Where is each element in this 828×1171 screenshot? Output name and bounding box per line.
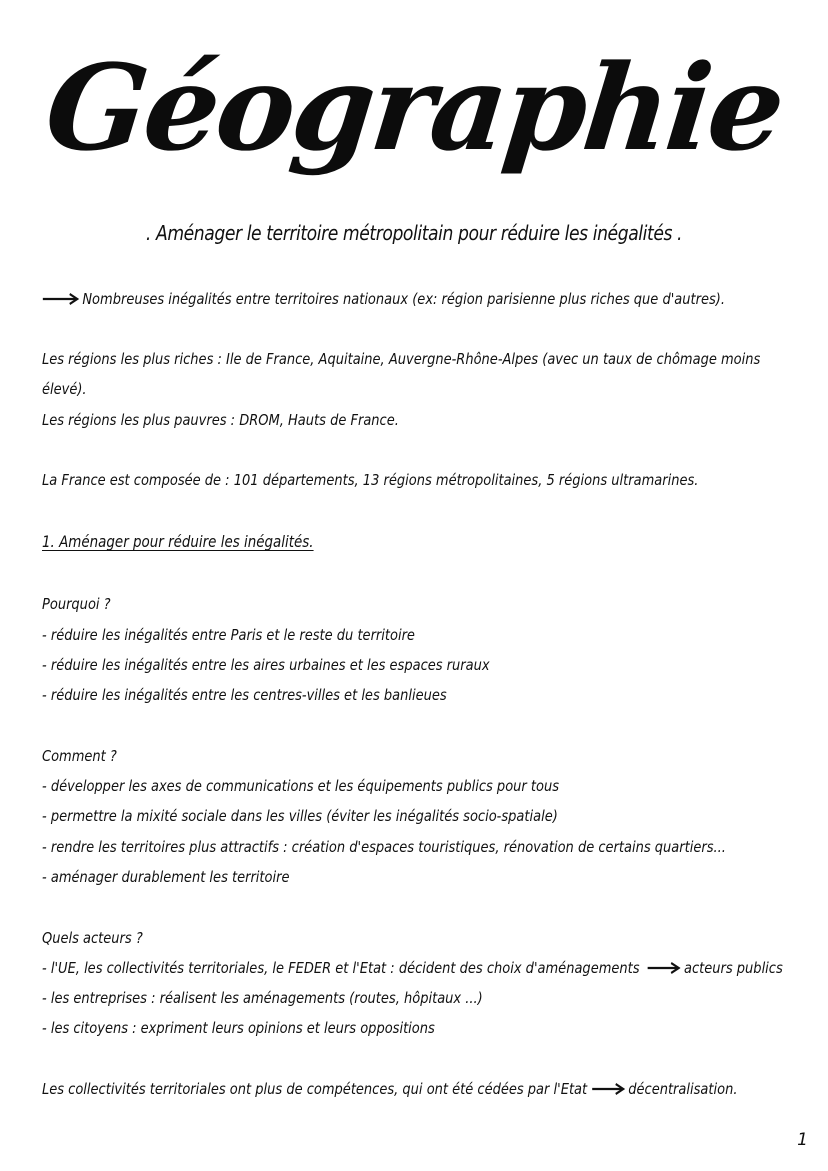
acteurs-item-1-result: acteurs publics xyxy=(684,959,783,977)
pauvres-line: Les régions les plus pauvres : DROM, Hauts de France. xyxy=(42,411,399,429)
list-item: - aménager durablement les territoire xyxy=(42,868,290,886)
arrow-icon xyxy=(591,1083,625,1095)
riches-line-2: élevé). xyxy=(42,380,87,398)
arrow-icon xyxy=(42,293,79,305)
acteurs-item-1 xyxy=(42,957,783,979)
list-item: - les citoyens : expriment leurs opinions et leurs oppositions xyxy=(42,1019,435,1037)
riches-line-1: Les régions les plus riches : Ile de France, Aquitaine, Auvergne-Rhône-Alpes (avec un taux de chômage moins xyxy=(42,350,761,368)
composition-line: La France est composée de : 101 départements, 13 régions métropolitaines, 5 régions ultramarines. xyxy=(42,471,699,489)
intro-line xyxy=(42,288,725,310)
conclusion-result: décentralisation. xyxy=(628,1080,738,1098)
list-item: - réduire les inégalités entre les aires urbaines et les espaces ruraux xyxy=(42,656,490,674)
pourquoi-heading: Pourquoi ? xyxy=(42,595,111,613)
arrow-icon xyxy=(647,962,681,974)
page-subtitle: . Aménager le territoire métropolitain pour réduire les inégalités . xyxy=(145,221,683,245)
list-item: - rendre les territoires plus attractifs : création d'espaces touristiques, rénovation de certains quartiers... xyxy=(42,838,726,856)
list-item: - permettre la mixité sociale dans les villes (éviter les inégalités socio-spatiale) xyxy=(42,807,558,825)
list-item: - réduire les inégalités entre Paris et le reste du territoire xyxy=(42,626,415,644)
intro-text: Nombreuses inégalités entre territoires nationaux (ex: région parisienne plus riches que d'autres). xyxy=(82,290,726,308)
comment-heading: Comment ? xyxy=(42,747,117,765)
page-number: 1 xyxy=(797,1130,808,1150)
conclusion-line xyxy=(42,1078,737,1100)
list-item: - développer les axes de communications et les équipements publics pour tous xyxy=(42,777,560,795)
acteurs-heading: Quels acteurs ? xyxy=(42,929,143,947)
section-heading: 1. Aménager pour réduire les inégalités. xyxy=(42,532,314,551)
list-item: - réduire les inégalités entre les centres-villes et les banlieues xyxy=(42,686,447,704)
acteurs-item-1-text: - l'UE, les collectivités territoriales, le FEDER et l'Etat : décident des choix d'aménagements xyxy=(42,959,640,977)
conclusion-text: Les collectivités territoriales ont plus de compétences, qui ont été cédées par l'Etat xyxy=(42,1080,588,1098)
list-item: - les entreprises : réalisent les aménagements (routes, hôpitaux ...) xyxy=(42,989,483,1007)
page-title: Géographie xyxy=(39,38,789,177)
